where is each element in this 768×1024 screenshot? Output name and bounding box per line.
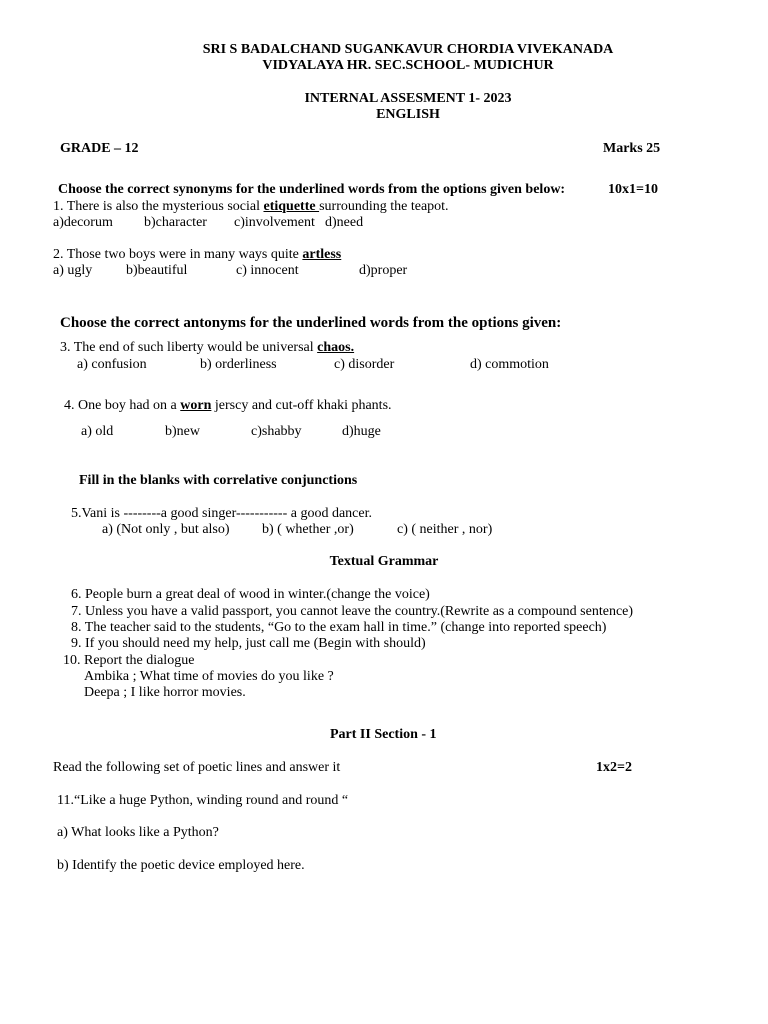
option: a) (Not only , but also) bbox=[102, 522, 230, 537]
option: d)huge bbox=[342, 424, 381, 439]
option: b) ( whether ,or) bbox=[262, 522, 354, 537]
part2-marks: 1x2=2 bbox=[596, 760, 632, 775]
option: a) ugly bbox=[53, 263, 93, 278]
option: c)shabby bbox=[251, 424, 302, 439]
underlined-word: chaos. bbox=[317, 340, 355, 355]
school-name-line1: SRI S BADALCHAND SUGANKAVUR CHORDIA VIVEKANADA bbox=[202, 42, 614, 57]
question-1-text-end: surrounding the teapot. bbox=[319, 199, 449, 214]
option: a) confusion bbox=[77, 357, 147, 372]
question-6: 6. People burn a great deal of wood in winter.(change the voice) bbox=[71, 587, 430, 602]
question-10: 10. Report the dialogue bbox=[63, 653, 195, 668]
question-8: 8. The teacher said to the students, “Go to the exam hall in time.” (change into reported speech) bbox=[71, 620, 607, 635]
option: b)beautiful bbox=[126, 263, 188, 278]
question-11: 11.“Like a huge Python, winding round and round “ bbox=[57, 793, 349, 808]
synonyms-marks: 10x1=10 bbox=[608, 182, 658, 197]
option: b)character bbox=[144, 215, 207, 230]
question-5: 5.Vani is --------a good singer----------- a good dancer. bbox=[71, 506, 372, 521]
option: b) orderliness bbox=[200, 357, 277, 372]
question-9: 9. If you should need my help, just call me (Begin with should) bbox=[71, 636, 426, 651]
dialogue-line: Deepa ; I like horror movies. bbox=[84, 685, 246, 700]
option: b)new bbox=[165, 424, 200, 439]
part2-heading: Part II Section - 1 bbox=[330, 727, 437, 742]
question-4-text: 4. One boy had on a bbox=[64, 398, 181, 413]
option: c) ( neither , nor) bbox=[397, 522, 493, 537]
dialogue-line: Ambika ; What time of movies do you like ? bbox=[84, 669, 334, 684]
underlined-word: artless bbox=[302, 247, 342, 262]
question-1-text: 1. There is also the mysterious social bbox=[53, 199, 264, 214]
underlined-word: etiquette bbox=[263, 199, 320, 214]
option: a) old bbox=[81, 424, 114, 439]
synonyms-heading: Choose the correct synonyms for the underlined words from the options given below: bbox=[58, 182, 566, 197]
question-11b: b) Identify the poetic device employed here. bbox=[57, 858, 305, 873]
underlined-word: worn bbox=[180, 398, 212, 413]
question-2 bbox=[53, 247, 341, 263]
option: c)involvement bbox=[234, 215, 315, 230]
option: c) innocent bbox=[236, 263, 299, 278]
grade-label: GRADE – 12 bbox=[60, 141, 139, 156]
question-2-text: 2. Those two boys were in many ways quite bbox=[53, 247, 303, 262]
school-name-line2: VIDYALAYA HR. SEC.SCHOOL- MUDICHUR bbox=[262, 58, 554, 73]
subject-title: ENGLISH bbox=[376, 107, 440, 122]
question-4-text-end: jerscy and cut-off khaki phants. bbox=[211, 398, 392, 413]
option: d) commotion bbox=[470, 357, 549, 372]
antonyms-heading: Choose the correct antonyms for the underlined words from the options given: bbox=[60, 315, 562, 331]
part2-instruction: Read the following set of poetic lines and answer it bbox=[53, 760, 341, 775]
fill-blanks-heading: Fill in the blanks with correlative conjunctions bbox=[79, 473, 358, 488]
question-3-text: 3. The end of such liberty would be universal bbox=[60, 340, 318, 355]
question-11a: a) What looks like a Python? bbox=[57, 825, 219, 840]
grammar-heading: Textual Grammar bbox=[329, 554, 439, 569]
question-3 bbox=[60, 340, 354, 356]
question-4 bbox=[64, 398, 392, 414]
option: d)need bbox=[325, 215, 364, 230]
question-1 bbox=[53, 199, 449, 215]
marks-label: Marks 25 bbox=[603, 141, 661, 156]
option: c) disorder bbox=[334, 357, 395, 372]
question-7: 7. Unless you have a valid passport, you cannot leave the country.(Rewrite as a compound sentence) bbox=[71, 604, 634, 619]
exam-title: INTERNAL ASSESMENT 1- 2023 bbox=[304, 91, 512, 106]
option: d)proper bbox=[359, 263, 408, 278]
option: a)decorum bbox=[53, 215, 113, 230]
